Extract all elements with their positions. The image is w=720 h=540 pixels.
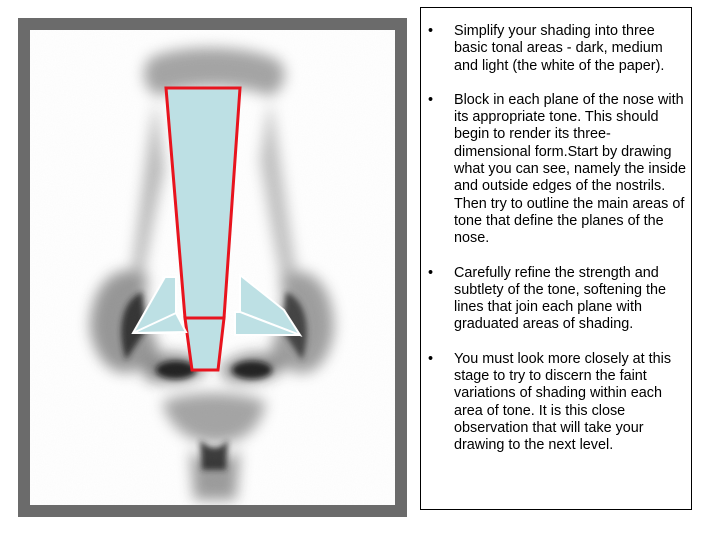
instruction-text: You must look more closely at this stage to try to discern the faint variations of shading within each area of tone. It is this close observation that will take your drawing to the next level. xyxy=(454,350,672,454)
instructions-panel xyxy=(420,7,692,510)
nose-illustration xyxy=(30,30,395,505)
instruction-item xyxy=(421,351,691,455)
bullet-icon: • xyxy=(428,350,434,367)
instruction-item xyxy=(421,23,691,75)
instruction-text: Block in each plane of the nose with its appropriate tone. This should begin to render its three-dimensional form.Start by drawing what you can see, namely the inside and outside edges of the nostrils. Then try to outline the main areas of tone that define the planes of the nose. xyxy=(454,91,686,247)
instruction-text: Carefully refine the strength and subtlety of the tone, softening the lines that join each plane with graduated areas of shading. xyxy=(454,264,667,333)
bullet-icon: • xyxy=(428,91,434,108)
instruction-text: Simplify your shading into three basic tonal areas - dark, medium and light (the white of the paper). xyxy=(454,23,665,74)
nose-sketch-icon xyxy=(30,30,395,505)
illustration-frame xyxy=(18,18,407,517)
instructions-list xyxy=(421,23,691,455)
bullet-icon: • xyxy=(428,23,434,39)
instruction-item xyxy=(421,92,691,248)
instruction-item xyxy=(421,265,691,334)
bullet-icon: • xyxy=(428,264,434,281)
